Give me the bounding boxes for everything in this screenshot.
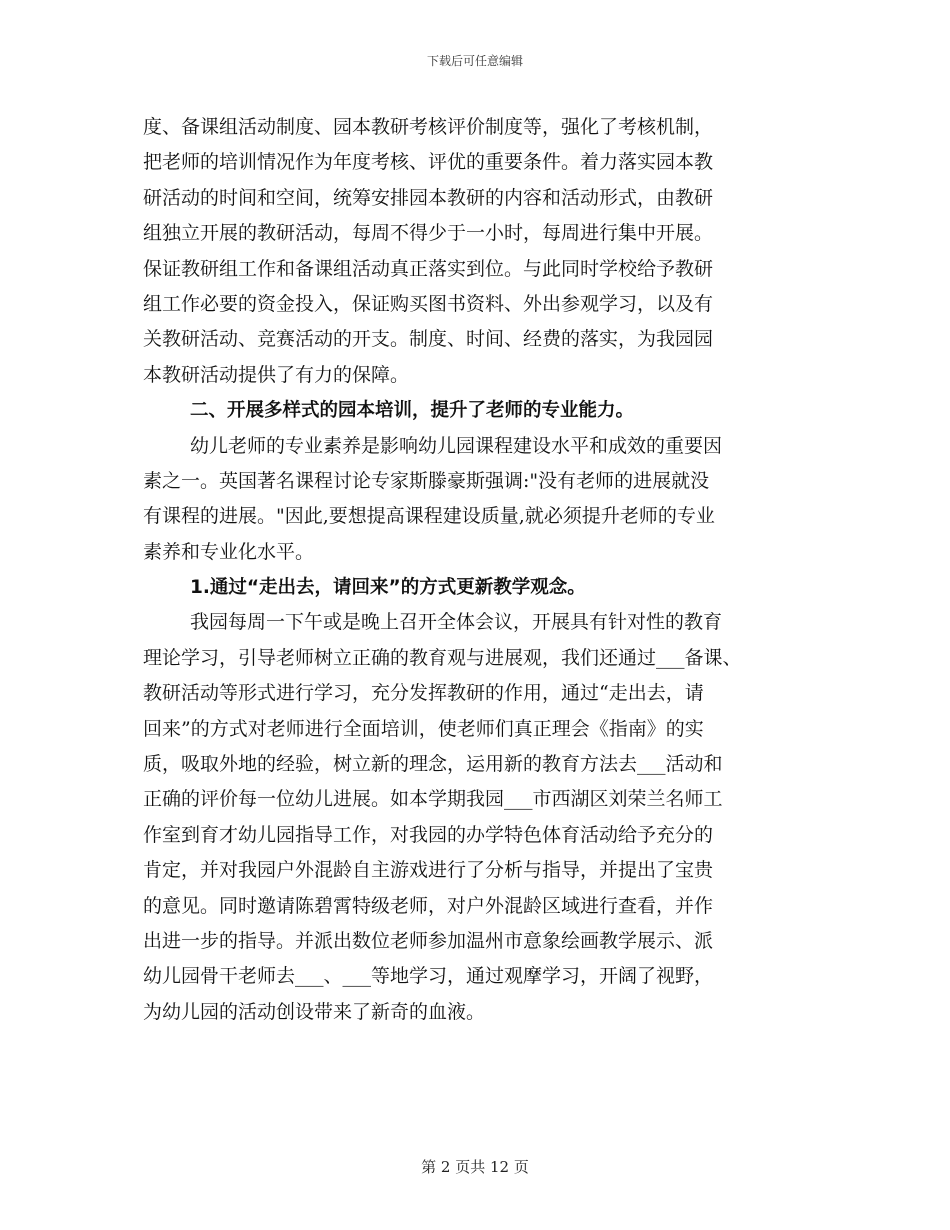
body-line: 组独立开展的教研活动，每周不得少于一小时，每周进行集中开展。 (143, 222, 714, 245)
body-line: 正确的评价每一位幼儿进展。如本学期我园___市西湖区刘荣兰名师工 (143, 788, 723, 811)
body-line: 度、备课组活动制度、园本教研考核评价制度等，强化了考核机制， (143, 116, 714, 138)
body-line: 质，吸取外地的经验，树立新的理念，运用新的教育方法去___活动和 (143, 753, 723, 776)
body-line: 肯定，并对我园户外混龄自主游戏进行了分析与指导，并提出了宝贵 (143, 859, 714, 882)
body-line: 为幼儿园的活动创设带来了新奇的血液。 (143, 1000, 486, 1023)
body-line: 本教研活动提供了有力的保障。 (143, 363, 410, 386)
document-body (0, 110, 950, 1030)
body-line: 的意见。同时邀请陈碧霄特级老师，对户外混龄区域进行查看，并作 (143, 894, 714, 917)
page-number: 第 2 页共 12 页 (421, 1158, 529, 1176)
body-line: 素养和专业化水平。 (143, 540, 315, 563)
body-line: 保证教研组工作和备课组活动真正落实到位。与此同时学校给予教研 (143, 257, 714, 280)
section-heading: 二、开展多样式的园本培训，提升了老师的专业能力。 (190, 400, 635, 422)
body-line: 幼儿老师的专业素养是影响幼儿园课程建设水平和成效的重要因 (190, 434, 723, 457)
body-line: 研活动的时间和空间，统筹安排园本教研的内容和活动形式，由教研 (143, 186, 714, 209)
body-line: 组工作必要的资金投入，保证购买图书资料、外出参观学习，以及有 (143, 292, 714, 315)
body-line: 幼儿园骨干老师去___、___等地学习，通过观摩学习，开阔了视野， (143, 965, 714, 988)
body-line: 把老师的培训情况作为年度考核、评优的重要条件。着力落实园本教 (143, 151, 714, 174)
header-note: 下载后可任意编辑 (426, 54, 523, 68)
body-line: 教研活动等形式进行学习，充分发挥教研的作用，通过“走出去，请 (143, 682, 704, 705)
body-line: 我园每周一下午或是晚上召开全体会议，开展具有针对性的教育 (190, 611, 723, 634)
body-line: 素之一。英国著名课程讨论专家斯滕豪斯强调:"没有老师的进展就没 (143, 469, 710, 492)
body-line: 有课程的进展。"因此,要想提高课程建设质量,就必须提升老师的专业 (143, 505, 715, 528)
body-line: 回来”的方式对老师进行全面培训，使老师们真正理会《指南》的实 (143, 717, 704, 740)
body-line: 出进一步的指导。并派出数位老师参加温州市意象绘画教学展示、派 (143, 929, 714, 952)
body-line: 作室到育才幼儿园指导工作，对我园的办学特色体育活动给予充分的 (143, 823, 714, 846)
body-line: 理论学习，引导老师树立正确的教育观与进展观，我们还通过___备课、 (143, 646, 742, 669)
subsection-heading: 1.通过“走出去，请回来”的方式更新教学观念。 (190, 577, 586, 599)
body-line: 关教研活动、竞赛活动的开支。制度、时间、经费的落实，为我园园 (143, 328, 714, 351)
